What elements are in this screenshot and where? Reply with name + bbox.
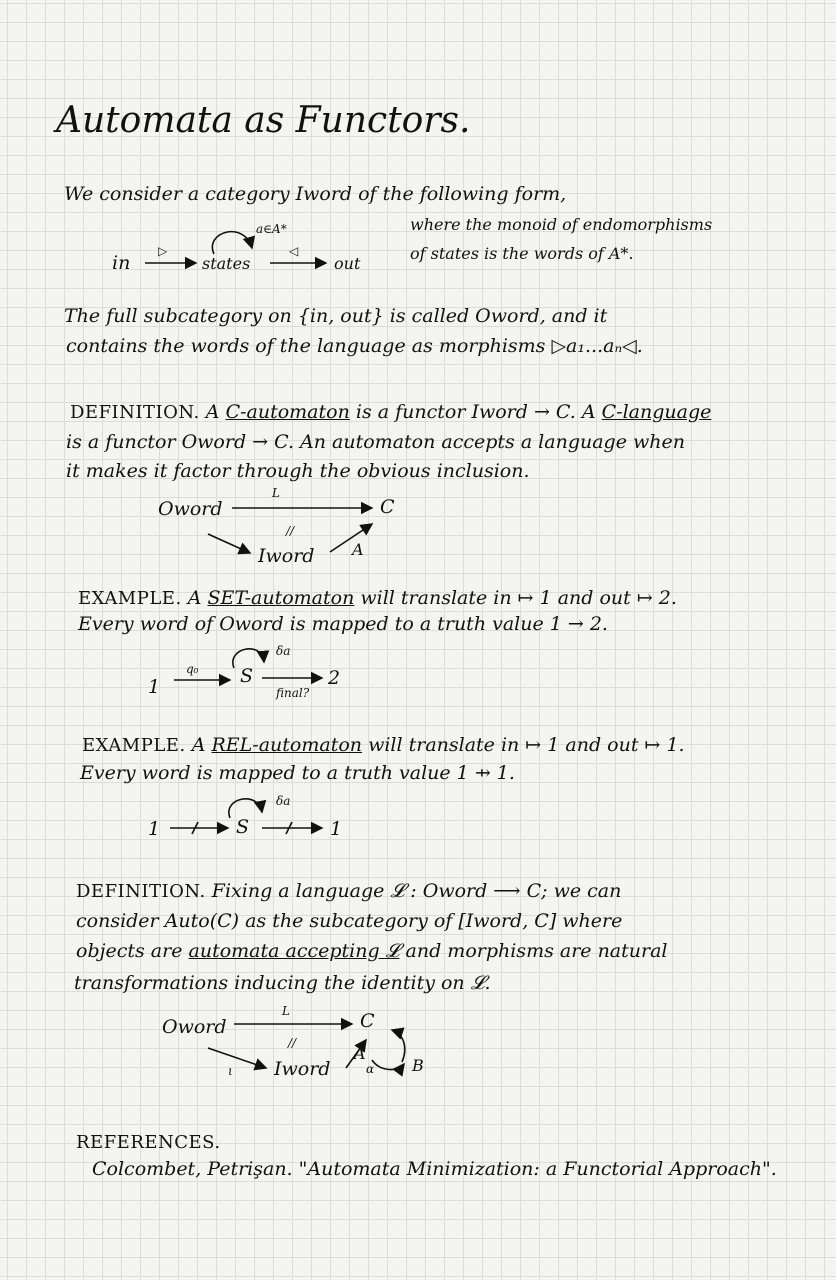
loop-s	[233, 649, 264, 668]
definition-line: transformations inducing the identity on 𝓛.	[74, 972, 491, 994]
diagram-arrow-label: L	[272, 486, 280, 500]
arrow-oword-iword	[208, 534, 250, 553]
arrow-oword-iword	[208, 1048, 266, 1068]
term-set-automaton: SET-automaton	[207, 587, 355, 609]
diagram-node-oword: Oword	[162, 1016, 227, 1038]
intro-line: We consider a category Iword of the following form,	[64, 183, 567, 205]
text-span: will translate in ↦ 1 and out ↦ 2.	[360, 587, 677, 609]
diagram-node-c: C	[380, 496, 395, 518]
diagram-loop-label: a∈A*	[256, 222, 287, 236]
loop-s-rel	[229, 799, 262, 818]
text-span: is a functor Iword → C. A	[355, 401, 596, 423]
term-automata-accepting: automata accepting 𝓛	[188, 940, 400, 962]
diagram-loop-label: δa	[276, 794, 291, 808]
diagram-arrow-label: ◁	[289, 244, 299, 258]
diagram-arrow-label: A	[354, 1044, 366, 1063]
text-span: will translate in ↦ 1 and out ↦ 1.	[368, 734, 685, 756]
diagram-node-iword: Iword	[274, 1058, 331, 1080]
example-label: EXAMPLE.	[82, 735, 186, 756]
subcategory-line: The full subcategory on {in, out} is called Oword, and it	[64, 305, 608, 327]
example-label: EXAMPLE.	[78, 588, 182, 609]
diagram-commute-mark: //	[286, 524, 295, 538]
loop-states	[212, 232, 252, 254]
example-line: Every word of Oword is mapped to a truth value 1 → 2.	[78, 613, 608, 635]
example-line: Every word is mapped to a truth value 1 ⇸ 1.	[80, 762, 515, 784]
text-span: A	[191, 734, 206, 756]
diagram-node-c: C	[360, 1010, 375, 1032]
definition-line: consider Auto(C) as the subcategory of [Iword, C] where	[76, 910, 623, 932]
arrow-alpha	[372, 1060, 404, 1070]
term-rel-automaton: REL-automaton	[211, 734, 363, 756]
diagram-node-states: states	[202, 254, 251, 273]
text-span: A	[187, 587, 202, 609]
diagram-arrow-label: ι	[228, 1064, 233, 1078]
reference-entry: Colcombet, Petrişan. "Automata Minimization: a Functorial Approach".	[92, 1158, 777, 1180]
diagram-arrow-label: final?	[276, 686, 310, 700]
arrow-b-c	[392, 1030, 405, 1062]
definition-line: is a functor Oword → C. An automaton accepts a language when	[66, 431, 685, 453]
diagram-node-iword: Iword	[258, 545, 315, 567]
term-c-automaton: C-automaton	[225, 401, 350, 423]
endomorphism-note: where the monoid of endomorphisms	[410, 215, 713, 234]
references-label: REFERENCES.	[76, 1132, 221, 1153]
diagram-arrow-label: α	[366, 1062, 375, 1076]
text-span: A	[205, 401, 220, 423]
diagram-arrow-label: A	[352, 540, 364, 559]
text-span: and morphisms are natural	[405, 940, 668, 962]
diagram-node-s: S	[240, 665, 254, 687]
definition-label: DEFINITION.	[76, 881, 206, 902]
diagram-node-in: in	[112, 252, 131, 274]
diagram-node-two: 2	[328, 667, 341, 689]
diagram-node-out: out	[334, 254, 361, 273]
diagram-node-b: B	[412, 1056, 424, 1075]
diagram-node-one: 1	[148, 676, 161, 698]
diagram-arrow-label: ▷	[158, 244, 168, 258]
diagram-node-oword: Oword	[158, 498, 223, 520]
definition-label: DEFINITION.	[70, 402, 200, 423]
arrow-iword-a-c	[346, 1040, 366, 1068]
definition-line: it makes it factor through the obvious inclusion.	[66, 460, 530, 482]
text-span: objects are	[76, 940, 183, 962]
diagram-node-s: S	[236, 816, 250, 838]
diagram-node-one: 1	[330, 818, 343, 840]
diagram-commute-mark: //	[288, 1036, 297, 1050]
diagram-arrow-label: q₀	[186, 662, 199, 676]
arrow-iword-c	[330, 524, 372, 552]
diagram-arrow-label: L	[282, 1004, 290, 1018]
diagram-loop-label: δa	[276, 644, 291, 658]
text-span: Fixing a language 𝓛 : Oword ⟶ C; we can	[211, 880, 622, 902]
subcategory-line: contains the words of the language as morphisms ▷a₁...aₙ◁.	[66, 335, 643, 357]
endomorphism-note: of states is the words of A*.	[410, 244, 634, 263]
diagram-node-one: 1	[148, 818, 161, 840]
term-c-language: C-language	[601, 401, 712, 423]
page-title: Automata as Functors.	[56, 100, 471, 141]
